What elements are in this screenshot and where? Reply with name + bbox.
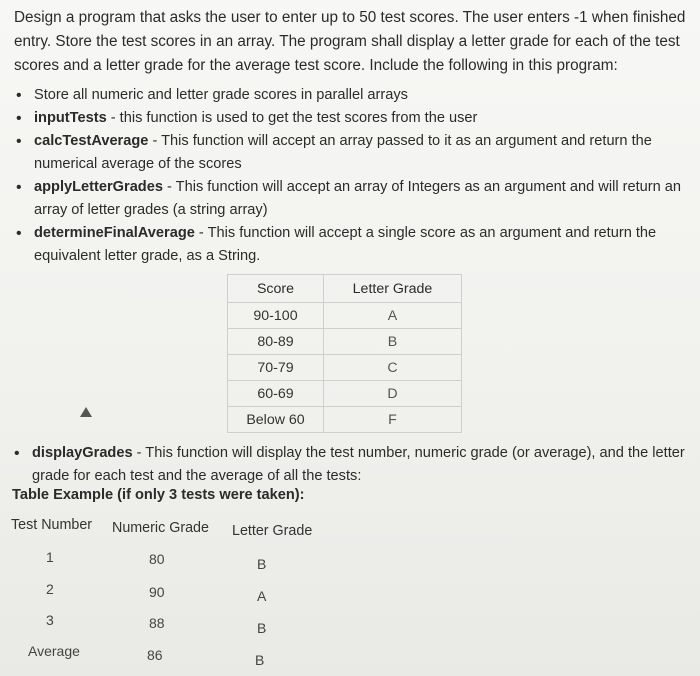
bullet-text: - This function will accept an array passed to it as an argument and return the numerical average of the scores — [34, 133, 652, 172]
numeric-grade: 90 — [149, 584, 165, 600]
bullet-text: - This function will display the test number, numeric grade (or average), and the letter grade for each test and the average of all the tests: — [32, 445, 685, 484]
intro-paragraph: Design a program that asks the user to enter up to 50 test scores. The user enters -1 when finished entry. Store the test scores in an array. The program shall display a letter grade for each of the test scores and a letter grade for the average test score. Include the following in this program: — [14, 9, 686, 74]
letter-grade: A — [324, 303, 462, 329]
letter-grade: F — [324, 407, 462, 433]
example-title: Table Example (if only 3 tests were taken): — [12, 487, 305, 503]
score-range: Below 60 — [228, 407, 324, 433]
score-range: 60-69 — [228, 381, 324, 407]
score-range: 80-89 — [228, 329, 324, 355]
mouse-cursor-icon — [80, 407, 92, 417]
bullet-text: Store all numeric and letter grade scores in parallel arrays — [34, 87, 408, 103]
numeric-grade: 86 — [147, 647, 163, 663]
test-number: 2 — [46, 581, 54, 597]
numeric-grade: 80 — [149, 551, 165, 567]
table-row — [228, 355, 462, 381]
function-list — [0, 84, 700, 268]
table-row — [228, 381, 462, 407]
table-header-row — [228, 275, 462, 303]
bullet-item — [0, 84, 690, 107]
score-range: 70-79 — [228, 355, 324, 381]
bullet-item — [0, 222, 690, 268]
column-header: Letter Grade — [324, 275, 462, 303]
function-name: applyLetterGrades — [34, 179, 163, 195]
table-row — [228, 303, 462, 329]
letter-grade: B — [257, 620, 267, 636]
bullet-text: - This function will accept a single score as an argument and return the equivalent letter grade, as a String. — [34, 225, 657, 264]
function-name: inputTests — [34, 110, 107, 126]
letter-grade: C — [324, 355, 462, 381]
column-header: Letter Grade — [232, 523, 313, 539]
bullet-item — [0, 442, 692, 488]
bullet-item — [0, 176, 690, 222]
letter-grade: D — [324, 381, 462, 407]
column-header: Numeric Grade — [112, 520, 209, 536]
letter-grade: B — [257, 556, 267, 572]
column-header: Test Number — [11, 517, 93, 533]
grade-scale-table — [227, 274, 462, 433]
bullet-text: - This function will accept an array of Integers as an argument and will return an array of letter grades (a string array) — [34, 179, 682, 218]
letter-grade: B — [255, 652, 265, 668]
table-row — [228, 329, 462, 355]
bullet-text: - this function is used to get the test scores from the user — [106, 110, 478, 126]
letter-grade: B — [324, 329, 462, 355]
function-name: calcTestAverage — [34, 133, 149, 149]
bullet-item — [0, 107, 690, 130]
average-label: Average — [28, 643, 80, 659]
test-number: 1 — [46, 549, 54, 565]
column-header: Score — [228, 275, 324, 303]
numeric-grade: 88 — [149, 615, 165, 631]
function-name: displayGrades — [32, 445, 133, 461]
letter-grade: A — [257, 588, 267, 604]
score-range: 90-100 — [228, 303, 324, 329]
test-number: 3 — [46, 612, 54, 628]
bullet-item — [0, 130, 690, 176]
table-row — [228, 407, 462, 433]
display-function — [0, 442, 700, 488]
function-name: determineFinalAverage — [34, 225, 195, 241]
